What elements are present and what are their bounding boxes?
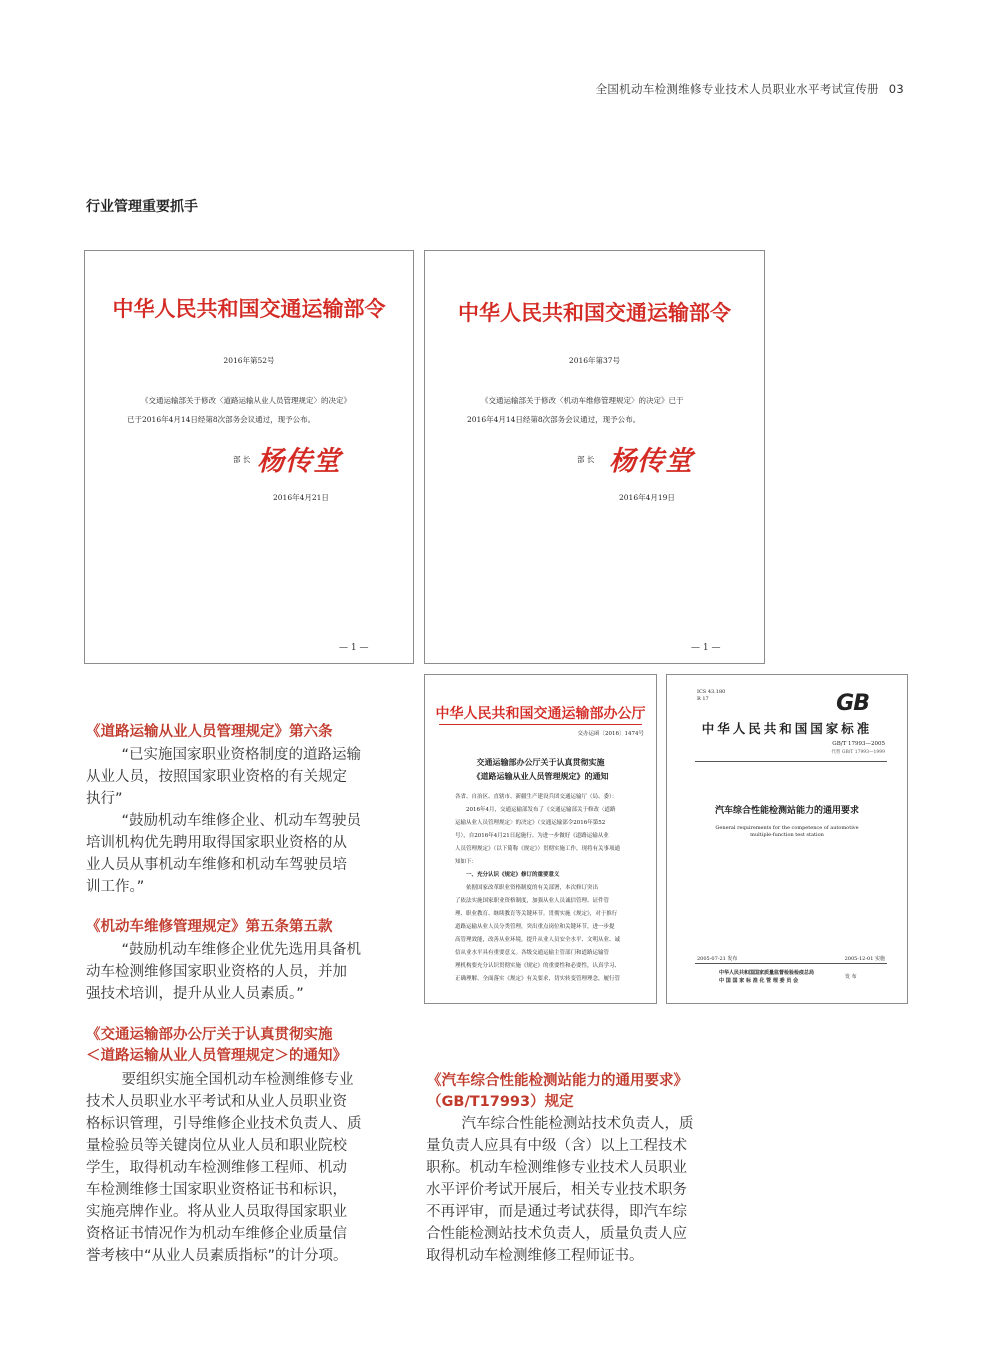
article-line: 从业人员，按照国家职业资格的有关规定 (86, 769, 347, 785)
gb-impl-date: 2005-12-01 实施 (844, 956, 885, 962)
gb-title-en-2: multiple-function test station (750, 832, 824, 838)
article-2-body (86, 939, 402, 1005)
gb-heading: 中华人民共和国国家标准 (701, 721, 873, 736)
signer-label: 部 长 (233, 455, 251, 464)
article-line: 不再评审，而是通过考试获得，即汽车综 (426, 1204, 687, 1220)
article-1-body (86, 744, 402, 898)
doc-number: 2016年第52号 (223, 356, 275, 365)
article-3-heading-line-2: ＜道路运输从业人员管理规定＞的通知》 (86, 1048, 347, 1064)
notice-title-2: 《道路运输从业人员管理规定》的通知 (472, 771, 609, 781)
article-line: 学生，取得机动车检测维修工程师、机动 (86, 1160, 347, 1176)
page-number: 03 (888, 82, 904, 96)
notice-line: 依据国家改革职业资格制度的有关部署，本次修订突出 (455, 885, 599, 891)
article-line: 誉考核中“从业人员素质指标”的计分项。 (86, 1248, 348, 1264)
doc-red-heading: 中华人民共和国交通运输部办公厅 (435, 706, 646, 722)
article-2-heading: 《机动车维修管理规定》第五条第五款 (86, 919, 333, 935)
document-order-52 (84, 250, 414, 664)
notice-line: 运输从业人员管理规定〉的决定》（交通运输部令2016年第52 (455, 820, 606, 826)
notice-line: 了依法实施国家职业资格制度，加强从业人员诚信管理、证件管 (455, 898, 610, 904)
article-line: 执行” (86, 791, 123, 807)
notice-line: 信从业水平具有重要意义。各级交通运输主管部门和道路运输管 (455, 950, 610, 956)
article-4-heading-line-1: 《汽车综合性能检测站能力的通用要求》 (427, 1073, 688, 1089)
notice-line: 道路运输从业人员分类管理，突出重点岗位和关键环节，进一步提 (455, 924, 615, 930)
article-line: 汽车综合性能检测站技术负责人，质 (461, 1116, 694, 1132)
gb-code: GB/T 17993—2005 (832, 741, 885, 747)
gb-issue-date: 2005-07-21 发布 (697, 956, 738, 962)
gb-rule-top (695, 761, 887, 762)
gb-title-cn: 汽车综合性能检测站能力的通用要求 (714, 806, 859, 816)
article-line: 职称。机动车检测维修专业技术人员职业 (426, 1160, 687, 1176)
gb-rule-bottom (695, 963, 887, 964)
doc-number: 交办运函〔2016〕1474号 (577, 731, 644, 737)
article-line: 技术人员职业水平考试和从业人员职业资 (86, 1094, 347, 1110)
section-title: 行业管理重要抓手 (86, 199, 198, 215)
document-office-notice (424, 674, 657, 1004)
signer-label: 部 长 (577, 455, 595, 464)
doc-date: 2016年4月21日 (273, 493, 329, 502)
notice-line: 理、职业教育、继续教育等关键环节。贯彻实施《规定》，对于推行 (455, 911, 618, 917)
doc-line-1: 《交通运输部关于修改〈机动车维修管理规定〉的决定》已于 (481, 396, 684, 405)
notice-line: 一、充分认识《规定》修订的重要意义 (455, 872, 560, 878)
article-3-body (86, 1069, 402, 1267)
article-line: 水平评价考试开展后，相关专业技术职务 (426, 1182, 687, 1198)
document-gb-standard (666, 674, 908, 1004)
article-4-heading (427, 1071, 747, 1113)
article-line: 合性能检测站技术负责人，质量负责人应 (426, 1226, 687, 1242)
gb-issuer-1: 中华人民共和国国家质量监督检验检疫总局 (719, 970, 815, 976)
gb-replaces: 代替 GB/T 17993—1999 (831, 750, 885, 755)
article-1-heading: 《道路运输从业人员管理规定》第六条 (86, 724, 333, 740)
notice-line: 2016年4月，交通运输部发布了《交通运输部关于修改〈道路 (455, 807, 616, 813)
notice-line: 高管理效能，改善从业环境，提升从业人员安全水平、文明从业、诚 (455, 937, 621, 943)
doc-line-1: 《交通运输部关于修改〈道路运输从业人员管理规定〉的决定》 (141, 396, 351, 405)
doc-line-2: 已于2016年4月14日经第8次部务会议通过，现予公布。 (127, 415, 316, 424)
article-line: 资格证书情况作为机动车维修企业质量信 (86, 1226, 347, 1242)
gb-issuer-suffix: 发 布 (845, 974, 857, 980)
ccs-code: R 17 (697, 696, 709, 702)
article-3-heading-line-1: 《交通运输部办公厅关于认真贯彻实施 (86, 1027, 333, 1043)
article-line: 量负责人应具有中级（含）以上工程技术 (426, 1138, 687, 1154)
notice-line: 理机构要充分认识贯彻实施《规定》的重要性和必要性，认真学习、 (455, 963, 621, 969)
article-line: 取得机动车检测维修工程师证书。 (426, 1248, 644, 1264)
running-header (596, 81, 904, 97)
article-line: 要组织实施全国机动车检测维修专业 (121, 1072, 354, 1088)
article-3-heading (86, 1025, 406, 1067)
notice-line: 正确理解、全面落实《规定》有关要求，切实转变管理理念，履行管 (455, 976, 621, 982)
gb-title-en-1: General requirements for the competence of automotive (715, 825, 859, 831)
article-line: 车检测维修士国家职业资格证书和标识， (86, 1182, 347, 1198)
article-line: “鼓励机动车维修企业优先选用具备机 (121, 942, 362, 958)
article-line: 格标识管理，引导维修企业技术负责人、质 (86, 1116, 362, 1132)
notice-body (455, 791, 643, 986)
signature: 杨传堂 (609, 446, 693, 477)
document-order-37 (424, 250, 765, 664)
article-line: 强技术培训，提升从业人员素质。” (86, 986, 304, 1002)
notice-line: 号），自2016年4月21日起施行。为进一步做好《道路运输从业 (455, 833, 609, 839)
article-line: “已实施国家职业资格制度的道路运输 (121, 747, 362, 763)
doc-page-number: — 1 — (339, 643, 369, 653)
gb-issuer-2: 中 国 国 家 标 准 化 管 理 委 员 会 (719, 978, 799, 984)
article-line: 动车检测维修国家职业资格的人员，并加 (86, 964, 347, 980)
article-4-heading-line-2: （GB/T17993）规定 (427, 1094, 574, 1110)
article-line: 培训机构优先聘用取得国家职业资格的从 (86, 835, 347, 851)
article-line: 业人员从事机动车维修和机动车驾驶员培 (86, 857, 347, 873)
running-title: 全国机动车检测维修专业技术人员职业水平考试宣传册 (595, 82, 879, 96)
gb-logo-icon: GB (836, 691, 869, 716)
notice-line: 各省、自治区、直辖市、新疆生产建设兵团交通运输厅（局、委）： (455, 794, 618, 800)
doc-date: 2016年4月19日 (619, 493, 675, 502)
doc-red-heading: 中华人民共和国交通运输部令 (112, 296, 386, 321)
notice-line: 知如下： (455, 859, 478, 865)
notice-line: 人员管理规定》（以下简称《规定》）贯彻实施工作，现将有关事项通 (455, 846, 621, 852)
article-line: 训工作。” (86, 879, 145, 895)
article-line: 实施亮牌作业。将从业人员取得国家职业 (86, 1204, 347, 1220)
article-line: 量检验员等关键岗位从业人员和职业院校 (86, 1138, 347, 1154)
doc-page-number: — 1 — (691, 643, 721, 653)
red-rule (439, 724, 642, 725)
doc-number: 2016年第37号 (568, 356, 621, 365)
doc-line-2: 2016年4月14日经第8次部务会议通过，现予公布。 (467, 415, 641, 424)
article-4-body (426, 1113, 742, 1267)
article-line: “鼓励机动车维修企业、机动车驾驶员 (121, 813, 362, 829)
notice-title-1: 交通运输部办公厅关于认真贯彻实施 (476, 757, 605, 767)
ics-code: ICS 43.180 (697, 689, 726, 695)
doc-red-heading: 中华人民共和国交通运输部令 (458, 300, 731, 325)
signature: 杨传堂 (257, 446, 341, 477)
